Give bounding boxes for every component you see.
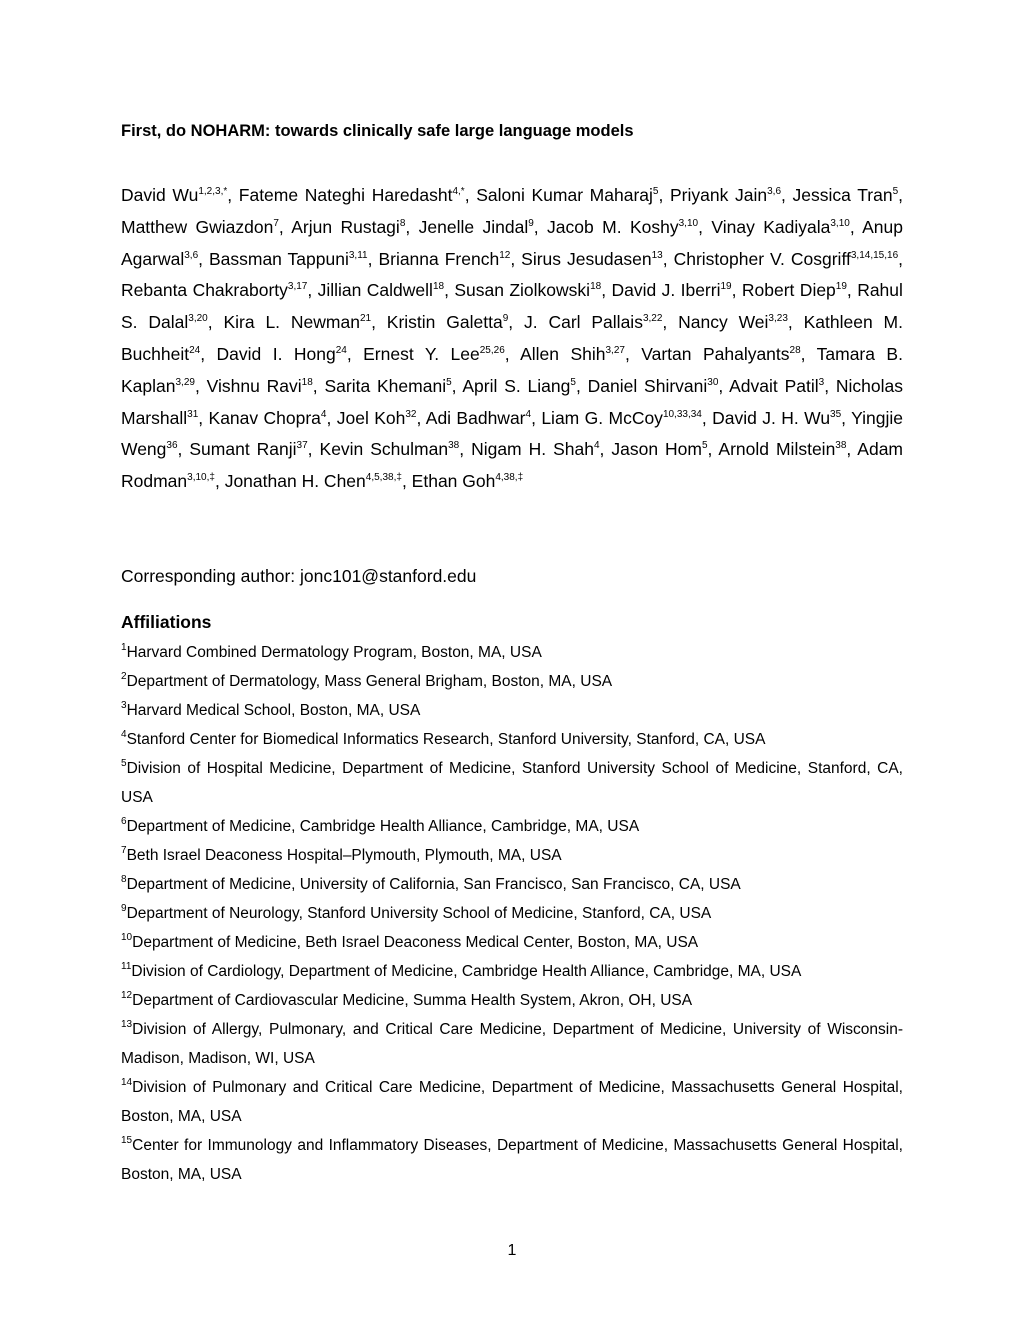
author-affiliation-marks: 5 [446, 376, 452, 388]
author-affiliation-marks: 25,26 [479, 344, 505, 356]
author [426, 408, 531, 428]
author-name: Jonathan H. Chen [224, 471, 366, 492]
author-affiliation-marks: 8 [399, 217, 406, 229]
affiliation-item [121, 754, 903, 812]
author-name: Jenelle Jindal [418, 216, 529, 237]
author [121, 280, 307, 300]
author [611, 439, 707, 459]
author [207, 376, 313, 396]
author [217, 344, 347, 364]
author [225, 471, 402, 491]
author-name: Arnold Milstein [718, 439, 836, 460]
author [471, 439, 599, 459]
author [641, 344, 800, 364]
author-affiliation-marks: 3,17 [287, 281, 308, 293]
affiliation-number: 14 [121, 1077, 133, 1088]
author-name: Anup Agarwal [121, 216, 903, 269]
author-affiliation-marks: 3,10 [830, 217, 850, 229]
author [712, 408, 841, 428]
page-number: 1 [507, 1242, 517, 1259]
author [324, 376, 451, 396]
author-name: Nancy Wei [678, 312, 769, 333]
affiliation-number: 1 [121, 642, 127, 653]
author-affiliation-marks: 3,29 [175, 376, 195, 388]
author-name: Advait Patil [729, 375, 819, 396]
author-affiliation-marks: 3,6 [184, 249, 199, 261]
author-name: Christopher V. Cosgriff [673, 248, 851, 269]
author [611, 280, 731, 300]
author [121, 185, 227, 205]
author-name: Robert Diep [741, 280, 836, 301]
affiliation-number: 10 [121, 932, 133, 943]
author-name: Brianna French [378, 248, 500, 269]
author-name: Kathleen M. Buchheit [121, 312, 903, 364]
author [209, 249, 368, 269]
affiliation-number: 9 [121, 903, 127, 914]
affiliation-text: Division of Cardiology, Department of Medicine, Cambridge Health Alliance, Cambridge, MA, USA [131, 963, 802, 980]
affiliations-list [121, 638, 903, 1189]
author-affiliation-marks: 38 [448, 440, 460, 452]
author-name: David J. Iberri [611, 280, 721, 301]
author-affiliation-marks: 19 [720, 281, 732, 293]
affiliation-item [121, 899, 903, 928]
author-affiliation-marks: 18 [590, 281, 602, 293]
author [378, 249, 510, 269]
affiliation-item [121, 696, 903, 725]
affiliation-number: 6 [121, 816, 127, 827]
author-name: Jacob M. Koshy [547, 216, 679, 237]
author-name: Sirus Jesudasen [521, 248, 652, 269]
affiliation-number: 8 [121, 874, 127, 885]
author-affiliation-marks: 31 [187, 408, 199, 420]
author-affiliation-marks: 3,14,15,16 [850, 249, 899, 261]
author-name: Fateme Nateghi Haredasht [238, 185, 453, 205]
author [520, 344, 625, 364]
affiliation-item [121, 638, 903, 667]
author-affiliation-marks: 1,2,3,* [198, 186, 228, 197]
author-name: Jason Hom [611, 439, 702, 460]
author-affiliation-marks: 38 [835, 440, 847, 452]
author-affiliation-marks: 21 [359, 313, 372, 325]
author-affiliation-marks: 3,10 [678, 217, 699, 229]
author-affiliation-marks: 3,6 [767, 186, 782, 197]
author-name: Ethan Goh [411, 471, 496, 492]
author-affiliation-marks: 24 [335, 344, 347, 356]
author-name: Nigam H. Shah [471, 439, 594, 460]
affiliation-item [121, 725, 903, 754]
author [547, 217, 698, 237]
author-affiliation-marks: 28 [789, 344, 801, 356]
author-name: Yingjie Weng [121, 407, 903, 460]
affiliation-number: 13 [121, 1019, 133, 1030]
author [209, 408, 327, 428]
author-affiliation-marks: 3,27 [605, 344, 625, 356]
author [674, 249, 899, 269]
author [318, 280, 444, 300]
author-affiliation-marks: 3,10,‡ [187, 472, 215, 484]
affiliation-number: 5 [121, 758, 127, 769]
author-name: Joel Koh [336, 407, 406, 428]
corresponding-author: Corresponding author: jonc101@stanford.edu [121, 566, 477, 586]
affiliation-number: 15 [121, 1135, 133, 1146]
author-name: Matthew Gwiazdon [121, 216, 274, 237]
author [476, 185, 658, 205]
author [588, 376, 719, 396]
affiliation-text: Beth Israel Deaconess Hospital–Plymouth, Plymouth, MA, USA [126, 847, 562, 864]
author [678, 312, 788, 332]
author-name: Rebanta Chakraborty [121, 280, 288, 301]
author-affiliation-marks: 19 [835, 281, 847, 293]
author-name: Kevin Schulman [319, 439, 449, 460]
author-name: Vinay Kadiyala [711, 216, 831, 237]
author [718, 439, 846, 459]
author [670, 185, 781, 205]
author-affiliation-marks: 3,11 [348, 249, 368, 261]
affiliation-number: 12 [121, 990, 133, 1001]
author-affiliation-marks: 18 [432, 281, 445, 293]
author [239, 185, 465, 205]
affiliation-item [121, 1015, 903, 1073]
author [223, 312, 371, 332]
affiliation-text: Department of Dermatology, Mass General Brigham, Boston, MA, USA [126, 673, 613, 690]
author-list: David $Wu^{1,2,3,*}$, Fateme Nateghi Haredasht$^{4,*}$, Saloni Kumar Maharaj$^5$, Priyank Jain$^{3,6}$, Jessica Tran$^5$, Matthew Gwiazdon$^7$, Arjun Rustagi$^8$, Jenelle Jindal$^9$, Jacob M. Koshy$^{3,10}$, Vinay Kadiyala$^{3,10}$, Anup Agarwal$^{3,6}$, Bassman Tappuni$^{3,11}$, Brianna French$^{12}$, Sirus Jesudasen$^{13}$, Christopher V. Cosgriff$^{3,14,15,16}$, Rebanta Chakraborty$^{3,17}$, Jillian Caldwell$^{18}$, Susan Ziolkowski$^{18}$, David J. Iberri$^{19}$, Robert Diep$^{19}$, Rahul S. Dalal$^{3,20}$, Kira L. Newman$^{21}$, Kristin Galetta$^9$, J. Carl Pallais$^{3,22}$, Nancy Wei$^{3,23}$, Kathleen M. Buchheit$^{24}$, David I. Hong$^{24}$, Ernest Y. Lee$^{25,26}$, Allen Shih$^{3,27}$, Vartan Pahalyants$^{28}$, Tamara B. Kaplan$^{3,29}$, Vishnu Ravi$^{18}$, Sarita Khemani$^5$, April S. Liang$^5$, Daniel Shirvani$^{30}$, Advait Patil$^3$, Nicholas Marshall$^{31}$, Kanav Chopra$^4$, Joel Koh$^{32}$, Adi Badhwar$^4$, Liam G. McCoy$^{10,33,34}$, David J. H. Wu$^{35}$, Yingjie Weng$^{36}$, Sumant Ranji$^{37}$, Kevin Schulman$^{38}$, Nigam H. Shah$^4$, Jason Hom$^5$, Arnold Milstein$^{38}$, Adam Rodman$^{3,10,\ddagger}$, Jonathan H. Chen$^{4,5,38,\ddagger}$, Ethan Goh$^{4,38,\ddagger}$ [121, 185, 904, 492]
affiliation-number: 3 [121, 700, 127, 711]
author-affiliation-marks: 5 [570, 376, 576, 388]
affiliation-item [121, 667, 903, 696]
author-name: David Wu [121, 185, 199, 205]
author [387, 312, 508, 332]
author-affiliation-marks: 30 [707, 376, 719, 388]
affiliation-text: Department of Medicine, Beth Israel Deaconess Medical Center, Boston, MA, USA [132, 934, 699, 951]
affiliation-item [121, 1073, 903, 1131]
affiliation-number: 11 [121, 961, 132, 972]
author [412, 471, 523, 491]
affiliation-number: 2 [121, 671, 127, 682]
affiliation-text: Harvard Combined Dermatology Program, Boston, MA, USA [126, 644, 542, 661]
author [462, 376, 576, 396]
affiliation-item [121, 1131, 903, 1189]
author [711, 217, 849, 237]
author-affiliation-marks: 4,5,38,‡ [365, 472, 402, 484]
author [521, 249, 663, 269]
affiliation-text: Harvard Medical School, Boston, MA, USA [126, 702, 421, 719]
author-name: Allen Shih [520, 343, 606, 364]
author-name: Bassman Tappuni [208, 248, 349, 269]
author-name: Nicholas Marshall [121, 375, 903, 428]
affiliation-item [121, 841, 903, 870]
affiliation-text: Division of Allergy, Pulmonary, and Critical Care Medicine, Department of Medicine, University of Wisconsin-Madison, Madison, WI, USA [121, 1021, 903, 1067]
author-affiliation-marks: 32 [405, 408, 417, 420]
affiliation-text: Department of Medicine, Cambridge Health Alliance, Cambridge, MA, USA [126, 818, 640, 835]
author-affiliation-marks: 4,38,‡ [495, 472, 524, 484]
author-affiliation-marks: 9 [528, 217, 534, 229]
author [742, 280, 847, 300]
affiliation-number: 4 [121, 729, 127, 740]
affiliation-text: Division of Hospital Medicine, Department of Medicine, Stanford University School of Medicine, Stanford, CA, USA [121, 760, 903, 806]
author-name: Jessica Tran [792, 185, 893, 205]
author-affiliation-marks: 4 [525, 408, 532, 420]
author [121, 217, 279, 237]
author-affiliation-marks: 3,22 [642, 313, 663, 325]
author-name: Vartan Pahalyants [641, 343, 790, 364]
author [793, 185, 899, 205]
author-name: Kanav Chopra [208, 407, 321, 428]
author [291, 217, 405, 237]
paper-title: First, do NOHARM: towards clinically safe large language models [121, 122, 634, 140]
affiliation-text: Division of Pulmonary and Critical Care Medicine, Department of Medicine, Massachusetts General Hospital, Boston, MA, USA [121, 1079, 903, 1125]
affiliation-item [121, 957, 903, 986]
author-name: Kira L. Newman [223, 312, 360, 333]
author-affiliation-marks: 10,33,34 [662, 408, 702, 420]
author-name: Rahul S. Dalal [121, 280, 903, 333]
affiliation-text: Center for Immunology and Inflammatory Diseases, Department of Medicine, Massachusetts General Hospital, Boston, MA, USA [121, 1137, 903, 1183]
affiliation-text: Stanford Center for Biomedical Informatics Research, Stanford University, Stanford, CA, USA [126, 731, 766, 748]
author-affiliation-marks: 18 [301, 376, 313, 388]
affiliation-text: Department of Neurology, Stanford University School of Medicine, Stanford, CA, USA [126, 905, 712, 922]
author-affiliation-marks: 5 [701, 440, 708, 452]
affiliation-text: Department of Cardiovascular Medicine, Summa Health System, Akron, OH, USA [132, 992, 693, 1009]
author [363, 344, 505, 364]
author-name: Arjun Rustagi [291, 216, 400, 237]
author-name: Liam G. McCoy [541, 407, 663, 428]
author-name: Saloni Kumar Maharaj [476, 185, 653, 205]
author-affiliation-marks: 37 [296, 440, 308, 452]
author-affiliation-marks: 4 [320, 408, 327, 420]
author-affiliation-marks: 3 [818, 376, 825, 388]
author-affiliation-marks: 13 [651, 249, 663, 261]
affiliation-text: Department of Medicine, University of California, San Francisco, San Francisco, CA, USA [126, 876, 741, 893]
author-name: Susan Ziolkowski [454, 280, 591, 301]
author [454, 280, 601, 300]
affiliation-item [121, 928, 903, 957]
affiliations-heading: Affiliations [121, 612, 212, 632]
author-name: Vishnu Ravi [206, 375, 302, 396]
author [524, 312, 662, 332]
author-name: Ernest Y. Lee [363, 343, 480, 364]
author-name: David I. Hong [216, 343, 336, 364]
author [320, 439, 460, 459]
author-name: J. Carl Pallais [523, 312, 643, 333]
author-affiliation-marks: 3,23 [768, 313, 788, 325]
author [337, 408, 417, 428]
author-name: Adi Badhwar [425, 407, 526, 428]
author-affiliation-marks: 4 [593, 440, 600, 452]
author-affiliation-marks: 5 [892, 186, 899, 197]
affiliation-item [121, 870, 903, 899]
author-name: Sumant Ranji [189, 439, 297, 460]
author-affiliation-marks: 4,* [452, 186, 465, 197]
author-affiliation-marks: 24 [189, 344, 201, 356]
author-name: Tamara B. Kaplan [121, 343, 903, 396]
author-name: Priyank Jain [670, 185, 768, 205]
author-name: Jillian Caldwell [317, 280, 433, 301]
author-affiliation-marks: 3,20 [188, 313, 208, 325]
author-affiliation-marks: 7 [273, 217, 279, 229]
author-affiliation-marks: 5 [652, 186, 659, 197]
author [189, 439, 307, 459]
author-name: Daniel Shirvani [587, 375, 708, 396]
author-affiliation-marks: 9 [502, 313, 509, 325]
affiliation-number: 7 [121, 845, 127, 856]
author-name: Sarita Khemani [324, 375, 447, 396]
author-affiliation-marks: 12 [499, 249, 511, 261]
author-name: David J. H. Wu [712, 407, 831, 428]
author [419, 217, 534, 237]
author-name: April S. Liang [462, 375, 571, 396]
author-name: Adam Rodman [121, 439, 904, 492]
author [729, 376, 824, 396]
affiliation-item [121, 812, 903, 841]
author [541, 408, 702, 428]
author-affiliation-marks: 36 [166, 440, 178, 452]
author-name: Kristin Galetta [386, 312, 503, 333]
affiliation-item [121, 986, 903, 1015]
author-affiliation-marks: 35 [830, 408, 842, 420]
